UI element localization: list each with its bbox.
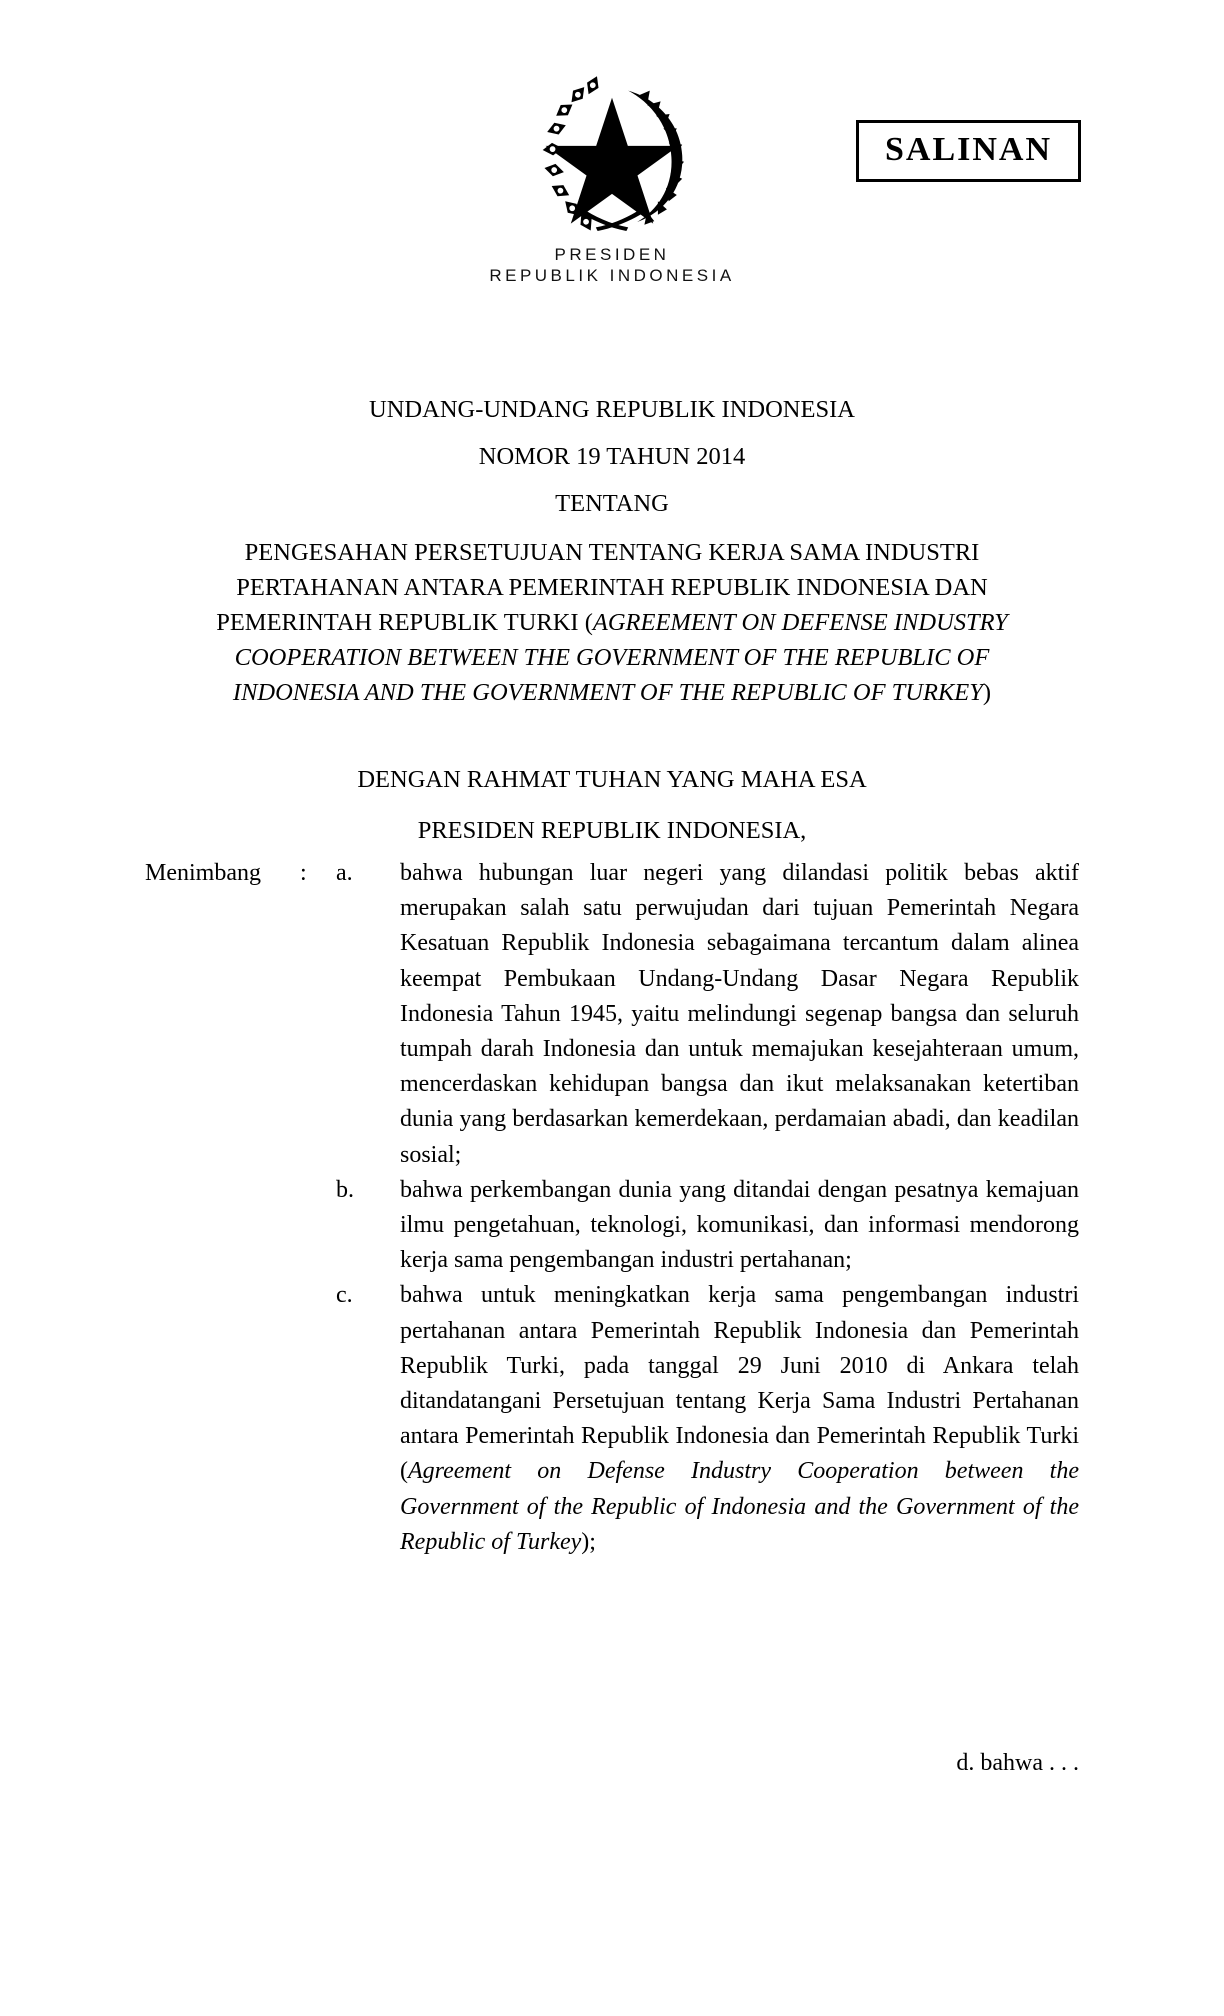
title-number-year: NOMOR 19 TAHUN 2014 [478, 443, 746, 470]
consideration-marker-b: b. [336, 1176, 354, 1203]
title-subject-line-3 [145, 605, 1079, 640]
title-subject-line-2: PERTAHANAN ANTARA PEMERINTAH REPUBLIK INDONESIA DAN [236, 574, 988, 601]
consideration-text-a [400, 856, 1079, 1173]
title-subject-line-3-italic: AGREEMENT ON DEFENSE INDUSTRY [592, 609, 1008, 636]
title-subject-italic-line-2 [145, 675, 1079, 710]
considerations-section [145, 856, 1079, 1560]
letterhead-text [0, 244, 1224, 287]
title-subject-close-paren: ) [982, 679, 992, 706]
consideration-item-c [145, 1278, 1079, 1560]
letterhead-line-presiden: PRESIDEN [554, 245, 670, 264]
indonesia-presidential-crest-icon [522, 60, 702, 240]
title-subject-italic-line-1: COOPERATION BETWEEN THE GOVERNMENT OF THE REPUBLIC OF [234, 644, 990, 671]
consideration-text-c [400, 1278, 1079, 1560]
enacting-president-line: PRESIDEN REPUBLIK INDONESIA, [417, 817, 807, 844]
consideration-c-plain-before: bahwa untuk meningkatkan kerja sama pengembangan industri pertahanan antara Pemerintah Republik Indonesia dan Pemerintah Republik Turki, pada tanggal 29 Juni 2010 di Ankara telah ditandatangani Persetujuan tentang Kerja Sama Industri Pertahanan antara Pemerintah Republik Indonesia dan Pemerintah Republik Turki ( [400, 1282, 1079, 1485]
consideration-c-italic-title: Agreement on Defense Industry Cooperation between the Government of the Republic of Indonesia and the Government of the Republic of Turkey [400, 1458, 1079, 1555]
title-subject-line-1: PENGESAHAN PERSETUJUAN TENTANG KERJA SAMA INDUSTRI [244, 539, 980, 566]
title-subject [145, 535, 1079, 710]
title-subject-italic-line-2-text: INDONESIA AND THE GOVERNMENT OF THE REPUBLIC OF TURKEY [232, 679, 983, 706]
enacting-rahmat-line: DENGAN RAHMAT TUHAN YANG MAHA ESA [357, 766, 867, 793]
considerations-colon: : [300, 860, 307, 886]
title-subject-line-3-plain: PEMERINTAH REPUBLIK TURKI ( [216, 609, 593, 636]
consideration-item-b [145, 1173, 1079, 1279]
consideration-marker-c: c. [336, 1282, 353, 1309]
consideration-paragraph-b: bahwa perkembangan dunia yang ditandai dengan pesatnya kemajuan ilmu pengetahuan, teknologi, komunikasi, dan informasi mendorong kerja sama pengembangan industri pertahanan; [400, 1176, 1079, 1274]
enacting-block [145, 754, 1079, 856]
consideration-item-a [145, 856, 1079, 1173]
title-tentang: TENTANG [555, 490, 669, 517]
letterhead-line-republik-indonesia: REPUBLIK INDONESIA [489, 266, 735, 286]
considerations-label: Menimbang [145, 860, 261, 886]
title-law-type: UNDANG-UNDANG REPUBLIK INDONESIA [369, 396, 855, 423]
consideration-text-b [400, 1173, 1079, 1279]
salinan-stamp: SALINAN [856, 120, 1081, 182]
consideration-c-plain-after: ); [581, 1528, 596, 1555]
consideration-paragraph-a: bahwa hubungan luar negeri yang dilandasi politik bebas aktif merupakan salah satu perwujudan dari tujuan Pemerintah Negara Kesatuan Republik Indonesia sebagaimana tercantum dalam alinea keempat Pembukaan Undang-Undang Dasar Negara Republik Indonesia Tahun 1945, yaitu melindungi segenap bangsa dan seluruh tumpah darah Indonesia dan untuk memajukan kesejahteraan umum, mencerdaskan kehidupan bangsa dan ikut melaksanakan ketertiban dunia yang berdasarkan kemerdekaan, perdamaian abadi, dan keadilan sosial; [400, 860, 1079, 1168]
page-catchword: d. bahwa . . . [956, 1750, 1079, 1776]
document-title-block [145, 392, 1079, 856]
consideration-marker-a: a. [336, 860, 353, 886]
consideration-paragraph-c [400, 1278, 1079, 1560]
